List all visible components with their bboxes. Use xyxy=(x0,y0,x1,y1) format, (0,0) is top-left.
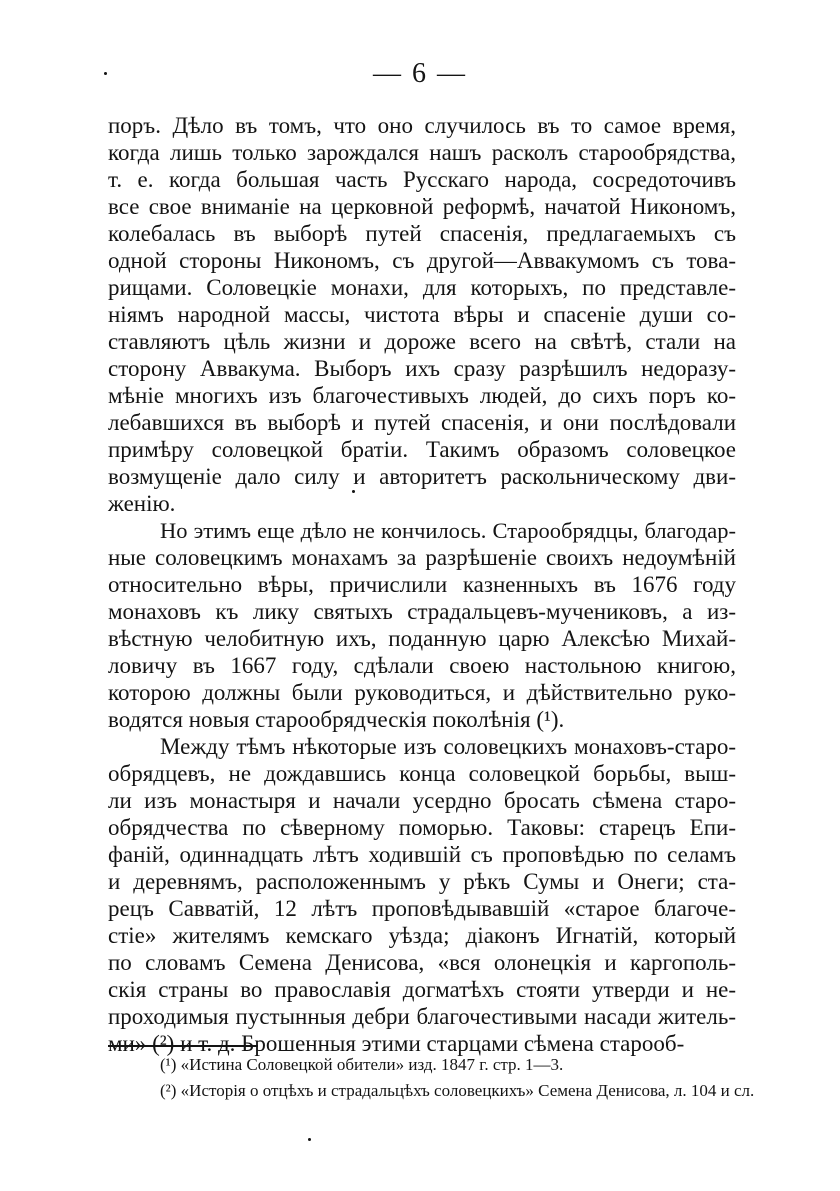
paragraph xyxy=(108,517,736,733)
text-line: колебалась въ выборѣ путей спасенія, предлагаемыхъ съ xyxy=(108,221,736,246)
text-line: все свое вниманіе на церковной реформѣ, начатой Никономъ, xyxy=(108,194,736,219)
body-text xyxy=(108,112,736,1057)
text-line: когда лишь только зарождался нашъ расколъ старообрядства, xyxy=(108,140,736,165)
footnote-divider xyxy=(108,1045,258,1047)
footnote-1: (¹) «Истина Соловецкой обители» изд. 1847 г. стр. 1—3. xyxy=(160,1055,564,1074)
text-line: и деревнямъ, расположеннымъ у рѣкъ Сумы и Онеги; ста- xyxy=(108,869,736,894)
text-line: поръ. Дѣло въ томъ, что оно случилось въ то самое время, xyxy=(108,113,736,138)
text-line: женію. xyxy=(108,491,176,516)
text-line: монаховъ къ лику святыхъ страдальцевъ-мучениковъ, а из- xyxy=(108,599,736,624)
text-line: обрядцевъ, не дождавшись конца соловецкой борьбы, выш- xyxy=(108,761,736,786)
print-speck xyxy=(104,72,107,75)
text-line: Между тѣмъ нѣкоторые изъ соловецкихъ монаховъ-старо- xyxy=(160,734,736,759)
text-line: скія страны во православія догматѣхъ стояти утверди и не- xyxy=(108,977,736,1002)
paragraph xyxy=(108,112,736,517)
text-line: стіе» жителямъ кемскаго уѣзда; діаконъ Игнатій, который xyxy=(108,923,736,948)
text-line: вѣстную челобитную ихъ, поданную царю Алексѣю Михай- xyxy=(108,626,736,651)
text-line: фаній, одиннадцать лѣтъ ходившій съ проповѣдью по селамъ xyxy=(108,842,736,867)
text-line: ловичу въ 1667 году, сдѣлали своею настольною книгою, xyxy=(108,653,736,678)
text-line: мѣніе многихъ изъ благочестивыхъ людей, до сихъ поръ ко- xyxy=(108,383,736,408)
page-number: — 6 — xyxy=(373,58,467,89)
text-line: по словамъ Семена Денисова, «вся олонецкія и каргополь- xyxy=(108,950,736,975)
text-line: одной стороны Никономъ, съ другой—Аввакумомъ съ това- xyxy=(108,248,736,273)
text-line: рищами. Соловецкіе монахи, для которыхъ, по представле- xyxy=(108,275,736,300)
text-line: возмущеніе дало силу и авторитетъ раскольническому дви- xyxy=(108,464,736,489)
text-line: т. е. когда большая часть Русскаго народа, сосредоточивъ xyxy=(108,167,736,192)
text-line: примѣру соловецкой братіи. Такимъ образомъ соловецкое xyxy=(108,437,736,462)
text-line: ставляютъ цѣль жизни и дороже всего на свѣтѣ, стали на xyxy=(108,329,736,354)
text-line: ли изъ монастыря и начали усердно бросать сѣмена старо- xyxy=(108,788,736,813)
print-speck xyxy=(352,490,355,493)
text-line: относительно вѣры, причислили казненныхъ въ 1676 году xyxy=(108,572,736,597)
paragraph xyxy=(108,733,736,1057)
text-line: ми» (²) и т. д. Брошенныя этими старцами сѣмена старооб- xyxy=(108,1031,685,1056)
text-line: Но этимъ еще дѣло не кончилось. Старообрядцы, благодар- xyxy=(160,518,736,543)
footnotes xyxy=(160,1052,760,1104)
text-line: обрядчества по сѣверному поморью. Таковы: старецъ Епи- xyxy=(108,815,736,840)
text-line: водятся новыя старообрядческія поколѣнія (¹). xyxy=(108,707,565,732)
text-line: проходимыя пустынныя дебри благочестивыми насади житель- xyxy=(108,1004,736,1029)
text-line: лебавшихся въ выборѣ и путей спасенія, и они послѣдовали xyxy=(108,410,736,435)
print-speck xyxy=(308,1138,311,1141)
footnote-2: (²) «Исторія о отцѣхъ и страдальцѣхъ соловецкихъ» Семена Денисова, л. 104 и сл. xyxy=(160,1081,755,1100)
text-line: рецъ Савватій, 12 лѣтъ проповѣдывавшій «старое благоче- xyxy=(108,896,736,921)
text-line: ніямъ народной массы, чистота вѣры и спасеніе души со- xyxy=(108,302,736,327)
text-line: которою должны были руководиться, и дѣйствительно руко- xyxy=(108,680,736,705)
text-line: ные соловецкимъ монахамъ за разрѣшеніе своихъ недоумѣній xyxy=(108,545,736,570)
text-line: сторону Аввакума. Выборъ ихъ сразу разрѣшилъ недоразу- xyxy=(108,356,736,381)
